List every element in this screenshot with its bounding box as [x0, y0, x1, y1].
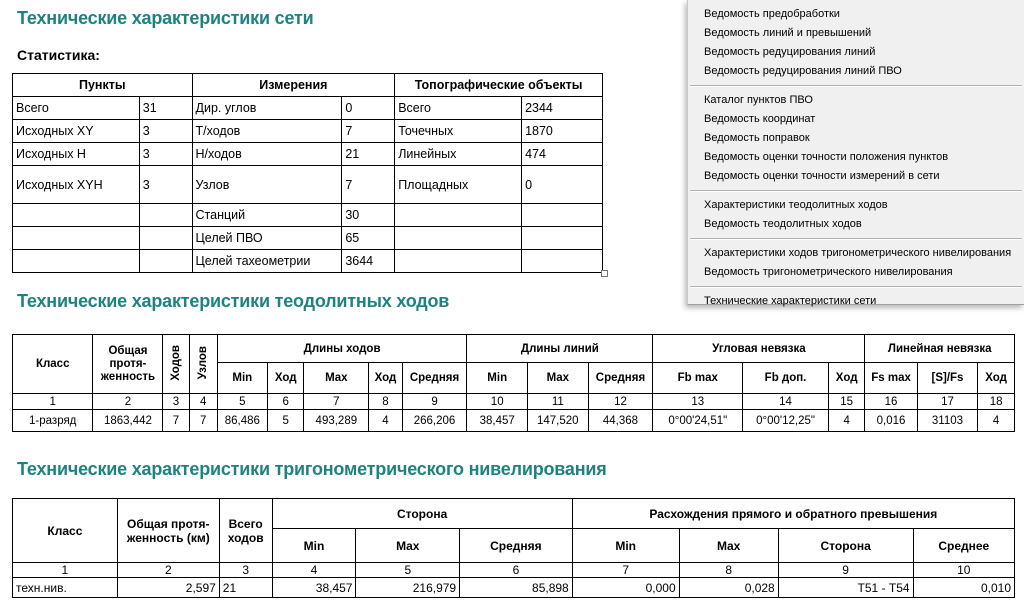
cell: Целей ПВО [192, 227, 342, 250]
subheader: Max [679, 529, 778, 563]
header-len-lines: Длины линий [467, 335, 653, 363]
context-menu [687, 0, 1024, 305]
subheader: Средняя [402, 363, 467, 394]
cell: 3 [163, 394, 189, 410]
table-header-row [13, 499, 1015, 529]
subheader: Средняя [460, 529, 573, 563]
cell: 1870 [522, 120, 603, 143]
cell: 7 [163, 410, 189, 432]
cell: 493,289 [304, 410, 369, 432]
cell: 474 [522, 143, 603, 166]
menu-item-lines-heights[interactable]: Ведомость линий и превышений [704, 27, 872, 39]
cell: 4 [978, 410, 1015, 432]
cell: 7 [189, 410, 217, 432]
cell: 21 [342, 143, 395, 166]
cell: 4 [189, 394, 217, 410]
cell [139, 250, 192, 273]
table-number-row [13, 394, 1015, 410]
cell: 11 [528, 394, 589, 410]
cell: 3 [219, 563, 272, 578]
cell: 44,368 [588, 410, 653, 432]
subheader: Min [272, 529, 356, 563]
menu-item-corrections[interactable]: Ведомость поправок [704, 132, 810, 144]
menu-item-line-reduction-pvo[interactable]: Ведомость редуцирования линий ПВО [704, 65, 902, 77]
table-row [13, 204, 603, 227]
title-theodolite: Технические характеристики теодолитных ходов [17, 291, 450, 311]
menu-item-point-accuracy[interactable]: Ведомость оценки точности положения пунктов [704, 151, 949, 163]
menu-item-theodolite-statement[interactable]: Ведомость теодолитных ходов [704, 218, 862, 230]
subheader: Fs max [865, 363, 917, 394]
cell: Исходных XYH [13, 166, 140, 204]
menu-item-preprocessing[interactable]: Ведомость предобработки [704, 8, 840, 20]
cell: Исходных XY [13, 120, 140, 143]
cell: 0,000 [572, 578, 679, 598]
statistics-table [12, 73, 603, 273]
cell: 2 [93, 394, 163, 410]
cell: 31103 [917, 410, 978, 432]
cell: 0°00'24,51" [653, 410, 743, 432]
cell: 3 [139, 143, 192, 166]
subheader: Min [572, 529, 679, 563]
cell: 16 [865, 394, 917, 410]
table-header-row [13, 335, 1015, 363]
cell: 6 [460, 563, 573, 578]
cell [139, 204, 192, 227]
header-length: Общая протя-женность [93, 335, 163, 394]
header-hodov [163, 335, 189, 394]
cell [13, 250, 140, 273]
cell: 38,457 [467, 410, 528, 432]
subheader: Среднее [913, 529, 1014, 563]
header-linear: Линейная невязка [865, 335, 1015, 363]
cell: 7 [342, 166, 395, 204]
menu-item-network-characteristics[interactable]: Технические характеристики сети [704, 295, 877, 307]
cell: 31 [139, 97, 192, 120]
menu-item-line-reduction[interactable]: Ведомость редуцирования линий [704, 46, 876, 58]
cell: 15 [828, 394, 865, 410]
cell: 3 [139, 166, 192, 204]
cell: 0,028 [679, 578, 778, 598]
table-row [13, 410, 1015, 432]
table-row [13, 250, 603, 273]
cell [395, 227, 522, 250]
resize-handle[interactable] [601, 270, 608, 277]
cell: 1 [13, 394, 93, 410]
subheader: Fb max [653, 363, 743, 394]
table-row [13, 227, 603, 250]
cell: 1 [13, 563, 118, 578]
cell: 3 [139, 120, 192, 143]
menu-item-coordinates[interactable]: Ведомость координат [704, 113, 816, 125]
menu-item-pvo-catalog[interactable]: Каталог пунктов ПВО [704, 94, 813, 106]
cell: 17 [917, 394, 978, 410]
cell: 1863,442 [93, 410, 163, 432]
cell: 2344 [522, 97, 603, 120]
table-row [13, 97, 603, 120]
cell: 4 [828, 410, 865, 432]
header-side: Сторона [272, 499, 572, 529]
cell: 30 [342, 204, 395, 227]
cell: 2 [117, 563, 219, 578]
header-topo-objects: Топографические объекты [395, 74, 603, 97]
trig-leveling-table [12, 498, 1015, 598]
subheader: Max [528, 363, 589, 394]
cell: 8 [369, 394, 402, 410]
cell: 266,206 [402, 410, 467, 432]
cell: 147,520 [528, 410, 589, 432]
header-diff: Расхождения прямого и обратного превышения [572, 499, 1014, 529]
header-class: Класс [13, 335, 93, 394]
cell: 38,457 [272, 578, 356, 598]
cell: 18 [978, 394, 1015, 410]
cell: Всего [395, 97, 522, 120]
menu-separator [690, 238, 1022, 240]
title-trig: Технические характеристики тригонометрического нивелирования [17, 459, 607, 479]
header-class: Класс [13, 499, 118, 563]
cell: 4 [369, 410, 402, 432]
subheader: Ход [267, 363, 304, 394]
cell: 7 [572, 563, 679, 578]
cell: Н/ходов [192, 143, 342, 166]
table-row [13, 143, 603, 166]
cell: 13 [653, 394, 743, 410]
menu-separator [690, 286, 1022, 288]
cell: 14 [743, 394, 829, 410]
cell: 5 [267, 410, 304, 432]
cell: 0,016 [865, 410, 917, 432]
cell: 86,486 [217, 410, 267, 432]
cell [522, 250, 603, 273]
header-points: Пункты [13, 74, 193, 97]
menu-item-trig-characteristics[interactable]: Характеристики ходов тригонометрического нивелирования [704, 247, 1012, 259]
cell: Узлов [192, 166, 342, 204]
cell [13, 204, 140, 227]
cell: 10 [467, 394, 528, 410]
subheader: Ход [828, 363, 865, 394]
cell: 7 [342, 120, 395, 143]
cell: 7 [304, 394, 369, 410]
subheader: [S]/Fs [917, 363, 978, 394]
cell: 12 [588, 394, 653, 410]
header-total: Всего ходов [219, 499, 272, 563]
menu-item-measure-accuracy[interactable]: Ведомость оценки точности измерений в сети [704, 170, 940, 182]
subheader: Max [304, 363, 369, 394]
header-len-hodov: Длины ходов [217, 335, 467, 363]
cell: техн.нив. [13, 578, 118, 598]
cell: 8 [679, 563, 778, 578]
table-row [13, 120, 603, 143]
cell: Дир. углов [192, 97, 342, 120]
cell: 65 [342, 227, 395, 250]
menu-separator [690, 190, 1022, 192]
cell: 9 [778, 563, 913, 578]
table-row [13, 166, 603, 204]
subheader: Min [217, 363, 267, 394]
header-measurements: Измерения [192, 74, 395, 97]
header-angular: Угловая невязка [653, 335, 865, 363]
header-uzlov [189, 335, 217, 394]
menu-item-trig-statement[interactable]: Ведомость тригонометрического нивелирования [704, 266, 953, 278]
cell: Исходных H [13, 143, 140, 166]
cell [395, 204, 522, 227]
cell: Т51 - Т54 [778, 578, 913, 598]
cell: Целей тахеометрии [192, 250, 342, 273]
cell: 85,898 [460, 578, 573, 598]
cell: 2,597 [117, 578, 219, 598]
cell: 216,979 [356, 578, 460, 598]
subheader: Max [356, 529, 460, 563]
cell [13, 227, 140, 250]
cell: Линейных [395, 143, 522, 166]
cell: Всего [13, 97, 140, 120]
statistics-label: Статистика: [17, 47, 100, 63]
cell: Точечных [395, 120, 522, 143]
cell: Т/ходов [192, 120, 342, 143]
subheader: Fb доп. [743, 363, 829, 394]
cell: 10 [913, 563, 1014, 578]
subheader: Сторона [778, 529, 913, 563]
cell [522, 227, 603, 250]
title-network: Технические характеристики сети [17, 8, 314, 28]
theodolite-table [12, 334, 1015, 432]
cell [395, 250, 522, 273]
menu-item-theodolite-characteristics[interactable]: Характеристики теодолитных ходов [704, 199, 888, 211]
cell [522, 204, 603, 227]
cell: 9 [402, 394, 467, 410]
table-header-row [13, 74, 603, 97]
header-uzlov-label: Узлов [197, 345, 210, 380]
cell: 0 [522, 166, 603, 204]
header-length: Общая протя-женность (км) [117, 499, 219, 563]
cell: 5 [356, 563, 460, 578]
menu-separator [690, 85, 1022, 87]
cell [139, 227, 192, 250]
cell: 1-разряд [13, 410, 93, 432]
cell: 0 [342, 97, 395, 120]
cell: 4 [272, 563, 356, 578]
cell: Площадных [395, 166, 522, 204]
subheader: Ход [978, 363, 1015, 394]
subheader: Ход [369, 363, 402, 394]
cell: 0°00'12,25" [743, 410, 829, 432]
header-hodov-label: Ходов [169, 344, 182, 381]
cell: 5 [217, 394, 267, 410]
table-row [13, 578, 1015, 598]
subheader: Min [467, 363, 528, 394]
table-number-row [13, 563, 1015, 578]
cell: 6 [267, 394, 304, 410]
subheader: Средняя [588, 363, 653, 394]
cell: 0,010 [913, 578, 1014, 598]
cell: 21 [219, 578, 272, 598]
cell: Станций [192, 204, 342, 227]
cell: 3644 [342, 250, 395, 273]
